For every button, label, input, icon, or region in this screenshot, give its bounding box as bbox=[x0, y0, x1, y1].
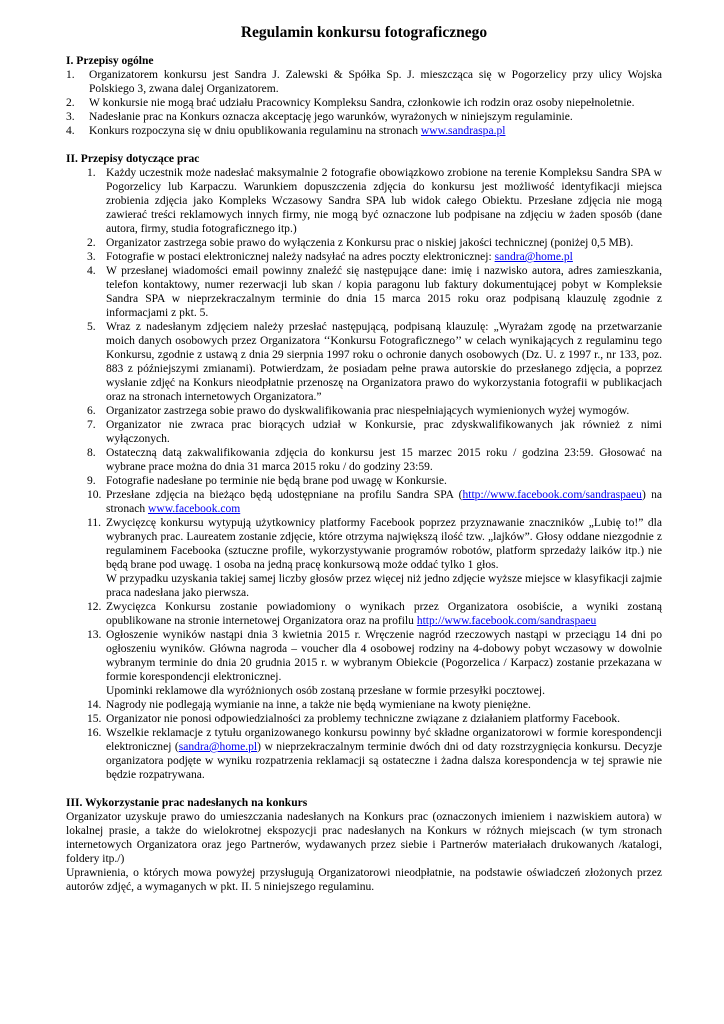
item-text-after: ) na stronach bbox=[106, 489, 662, 515]
item-number: 7. bbox=[87, 419, 96, 431]
email-link[interactable]: sandra@home.pl bbox=[178, 741, 258, 753]
facebook-profile-link[interactable]: http://www.facebook.com/sandraspaeu bbox=[462, 489, 642, 501]
item-text-extra: Upominki reklamowe dla wyróżnionych osób zostaną przesłane w formie przesyłki pocztowej. bbox=[106, 685, 545, 697]
facebook-link[interactable]: www.facebook.com bbox=[148, 503, 241, 515]
item-number: 13. bbox=[87, 629, 102, 641]
work-rules-list bbox=[66, 166, 662, 782]
list-item bbox=[66, 124, 662, 138]
list-item bbox=[87, 404, 662, 418]
item-number: 14. bbox=[87, 699, 102, 711]
list-item bbox=[87, 726, 662, 782]
list-item bbox=[87, 628, 662, 698]
item-text-wrap bbox=[89, 124, 662, 138]
section-general-rules bbox=[66, 54, 662, 138]
item-text: Organizator zastrzega sobie prawo do wyłączenia z Konkursu prac o niskiej jakości technicznej (poniżej 0,5 MB). bbox=[106, 237, 634, 249]
email-link[interactable]: sandra@home.pl bbox=[494, 251, 573, 263]
list-item bbox=[66, 68, 662, 96]
section-heading: I. Przepisy ogólne bbox=[66, 55, 154, 67]
list-item bbox=[87, 516, 662, 600]
item-text: Nadesłanie prac na Konkurs oznacza akceptację jego warunków, wyrażonych w niniejszym regulaminie. bbox=[89, 111, 573, 123]
item-text: Zwycięzca Konkursu zostanie powiadomiony o wynikach przez Organizatora osobiście, a wyniki zostaną opublikowane na stronie internetowej Organizatora oraz na profilu bbox=[106, 601, 662, 627]
list-item bbox=[87, 166, 662, 236]
list-item bbox=[87, 250, 662, 264]
list-item bbox=[87, 418, 662, 446]
section-heading: II. Przepisy dotyczące prac bbox=[66, 153, 200, 165]
item-number: 11. bbox=[87, 517, 102, 529]
item-text-wrap bbox=[106, 628, 662, 698]
item-text: Zwycięzcę konkursu wytypują użytkownicy platformy Facebook poprzez przyznawanie znaczników „Lubię to!” dla wybranych prac. Laureatem zostanie zdjęcie, które otrzyma największą ilość tzw. „lajków”. Głosy oddane niezgodnie z regulaminem Facebooka (sztuczne profile, wykorzystywanie programów robotów, platform sprzedaży laików itp.) nie będą brane pod uwagę. 1 osoba na jedną pracę konkursową może oddać tylko 1 głos. bbox=[106, 517, 662, 571]
item-number: 6. bbox=[87, 405, 96, 417]
item-text: W przesłanej wiadomości email powinny znaleźć się następujące dane: imię i nazwisko autora, adres zamieszkania, telefon kontaktowy, numer rezerwacji lub skan / kopia paragonu lub faktury dokumentującej pobyt w Kompleksie Sandra SPA w nieprzekraczalnym terminie do dnia 15 marca 2015 roku oraz podpisaną klauzulę zgodnie z informacjami z pkt. 5. bbox=[106, 265, 662, 319]
list-item bbox=[87, 264, 662, 320]
paragraph: Organizator uzyskuje prawo do umieszczania nadesłanych na Konkurs prac (oznaczonych imieniem i nazwiskiem autora) w lokalnej prasie, a także do wielokrotnej ekspozycji prac nadesłanych na Konkurs w różnych miejscach (w tym stronach internetowych Organizatora oraz jego Partnerów, wydawanych przez siebie i Partnerów materiałach drukowanych /katalogi, foldery itp./) bbox=[66, 811, 662, 865]
item-text-after: ) w nieprzekraczalnym terminie dwóch dni od daty rozstrzygnięcia konkursu. Decyzje organizatora podjęte w wyniku rozpatrzenia reklamacji są ostateczne i żadna dalsza korespondencja w tej sprawie nie będzie rozpatrywana. bbox=[106, 741, 662, 781]
list-item bbox=[87, 446, 662, 474]
item-number: 5. bbox=[87, 321, 96, 333]
list-item bbox=[87, 320, 662, 404]
item-number: 12. bbox=[87, 601, 102, 613]
list-item bbox=[87, 600, 662, 628]
item-text: Ostateczną datą zakwalifikowania zdjęcia do konkursu jest 15 marzec 2015 roku / godzina 23:59. Głosować na wybrane prace można do dnia 31 marca 2015 roku / do godziny 23:59. bbox=[106, 447, 662, 473]
section-heading: III. Wykorzystanie prac nadesłanych na konkurs bbox=[66, 797, 308, 809]
item-number: 16. bbox=[87, 727, 102, 739]
item-text: Konkurs rozpoczyna się w dniu opublikowania regulaminu na stronach bbox=[89, 125, 421, 137]
item-text-wrap bbox=[106, 250, 662, 264]
document-title: Regulamin konkursu fotograficznego bbox=[240, 24, 488, 41]
item-number: 3. bbox=[66, 111, 75, 123]
facebook-profile-link[interactable]: http://www.facebook.com/sandraspaeu bbox=[416, 615, 597, 627]
item-number: 4. bbox=[87, 265, 96, 277]
item-text: Organizator nie ponosi odpowiedzialności za problemy techniczne związane z działaniem platformy Facebook. bbox=[106, 713, 621, 725]
item-number: 2. bbox=[87, 237, 96, 249]
item-text-wrap bbox=[106, 488, 662, 516]
item-text: Organizatorem konkursu jest Sandra J. Zalewski & Spółka Sp. J. mieszcząca się w Pogorzelicy przy ulicy Wojska Polskiego 3, zwana dalej Organizatorem. bbox=[89, 69, 662, 95]
general-rules-list bbox=[66, 68, 662, 138]
item-text: Każdy uczestnik może nadesłać maksymalnie 2 fotografie obowiązkowo zrobione na terenie Kompleksu Sandra SPA w Pogorzelicy lub Karpaczu. Warunkiem dopuszczenia zdjęcia do konkursu jest możliwość identyfikacji miejsca zrobienia zdjęcia jako Kompleks Wczasowy Sandra SPA lub widok całego Obiektu. Przesłane zdjęcia nie mogą zawierać treści reklamowych innych firmy, nie mogą być oznaczone lub podpisane na zdjęciu w żaden sposób (dane autora, firmy, studia fotograficznego itp.) bbox=[106, 167, 662, 235]
item-number: 1. bbox=[66, 69, 75, 81]
item-number: 8. bbox=[87, 447, 96, 459]
item-text-extra: W przypadku uzyskania takiej samej liczby głosów przez więcej niż jedno zdjęcie wyższe miejsce w klasyfikacji zajmie praca nadesłana jako pierwsza. bbox=[106, 573, 662, 599]
item-text-wrap bbox=[106, 726, 662, 782]
item-number: 9. bbox=[87, 475, 96, 487]
list-item bbox=[87, 474, 662, 488]
item-text-wrap bbox=[106, 516, 662, 600]
item-number: 3. bbox=[87, 251, 96, 263]
list-item bbox=[87, 236, 662, 250]
item-text: Nagrody nie podlegają wymianie na inne, a także nie będą wymieniane na kwoty pieniężne. bbox=[106, 699, 531, 711]
list-item bbox=[87, 488, 662, 516]
section-usage-of-works bbox=[66, 796, 662, 894]
item-number: 15. bbox=[87, 713, 102, 725]
section-work-rules bbox=[66, 152, 662, 782]
item-text-wrap bbox=[106, 600, 662, 628]
item-number: 2. bbox=[66, 97, 75, 109]
item-text: Ogłoszenie wyników nastąpi dnia 3 kwietnia 2015 r. Wręczenie nagród rzeczowych nastąpi w przeciągu 14 dni po ogłoszeniu wyników. Główna nagroda – voucher dla 4 osobowej rodziny na 4-dobowy pobyt wczasowy w dowolnie wybranym terminie do dnia 20 grudnia 2015 r. w wybranym Obiekcie (Pogorzelica / Karpacz) zostanie przekazana w formie korespondencji elektronicznej. bbox=[106, 629, 662, 683]
list-item bbox=[66, 110, 662, 124]
item-number: 1. bbox=[87, 167, 96, 179]
item-text: Fotografie nadesłane po terminie nie będą brane pod uwagę w Konkursie. bbox=[106, 475, 447, 487]
list-item bbox=[66, 96, 662, 110]
item-text: Fotografie w postaci elektronicznej należy nadsyłać na adres poczty elektronicznej: bbox=[106, 251, 495, 263]
item-text: Wszelkie reklamacje z tytułu organizowanego konkursu powinny być składne organizatorowi w formie korespondencji elektronicznej ( bbox=[106, 727, 662, 753]
item-text: Organizator zastrzega sobie prawo do dyskwalifikowania prac niespełniających wymienionych wyżej wymogów. bbox=[106, 405, 630, 417]
item-number: 10. bbox=[87, 489, 102, 501]
paragraph: Uprawnienia, o których mowa powyżej przysługują Organizatorowi nieodpłatnie, na podstawie oświadczeń złożonych przez autorów zdjęć, a wymaganych w pkt. II. 5 niniejszego regulaminu. bbox=[66, 867, 662, 893]
item-text: Przesłane zdjęcia na bieżąco będą udostępniane na profilu Sandra SPA ( bbox=[106, 489, 463, 501]
website-link[interactable]: www.sandraspa.pl bbox=[420, 125, 506, 137]
item-number: 4. bbox=[66, 125, 75, 137]
item-text: W konkursie nie mogą brać udziału Pracownicy Kompleksu Sandra, członkowie ich rodzin oraz osoby niepełnoletnie. bbox=[89, 97, 635, 109]
list-item bbox=[87, 712, 662, 726]
list-item bbox=[87, 698, 662, 712]
item-text: Wraz z nadesłanym zdjęciem należy przesłać następującą, podpisaną klauzulę: „Wyrażam zgodę na przetwarzanie moich danych osobowych przez Organizatora ‘‘Konkursu Fotograficznego’’ w celach wynikających z regulaminu tego Konkursu, zgodnie z ustawą z dnia 29 sierpnia 1997 roku o ochronie danych osobowych (Dz. U. z 1997 r., nr 133, poz. 883 z późniejszymi zmianami). Potwierdzam, że posiadam pełne prawa autorskie do przesłanego zdjęcia, a poprzez wysłanie zdjęć na Konkurs nieodpłatnie przenoszę na Organizatora prawo do wykorzystania fotografii w publikacjach oraz na stronach internetowych Organizatora.” bbox=[106, 321, 662, 403]
item-text: Organizator nie zwraca prac biorących udział w Konkursie, prac zdyskwalifikowanych jak również z nimi wyłączonych. bbox=[106, 419, 662, 445]
